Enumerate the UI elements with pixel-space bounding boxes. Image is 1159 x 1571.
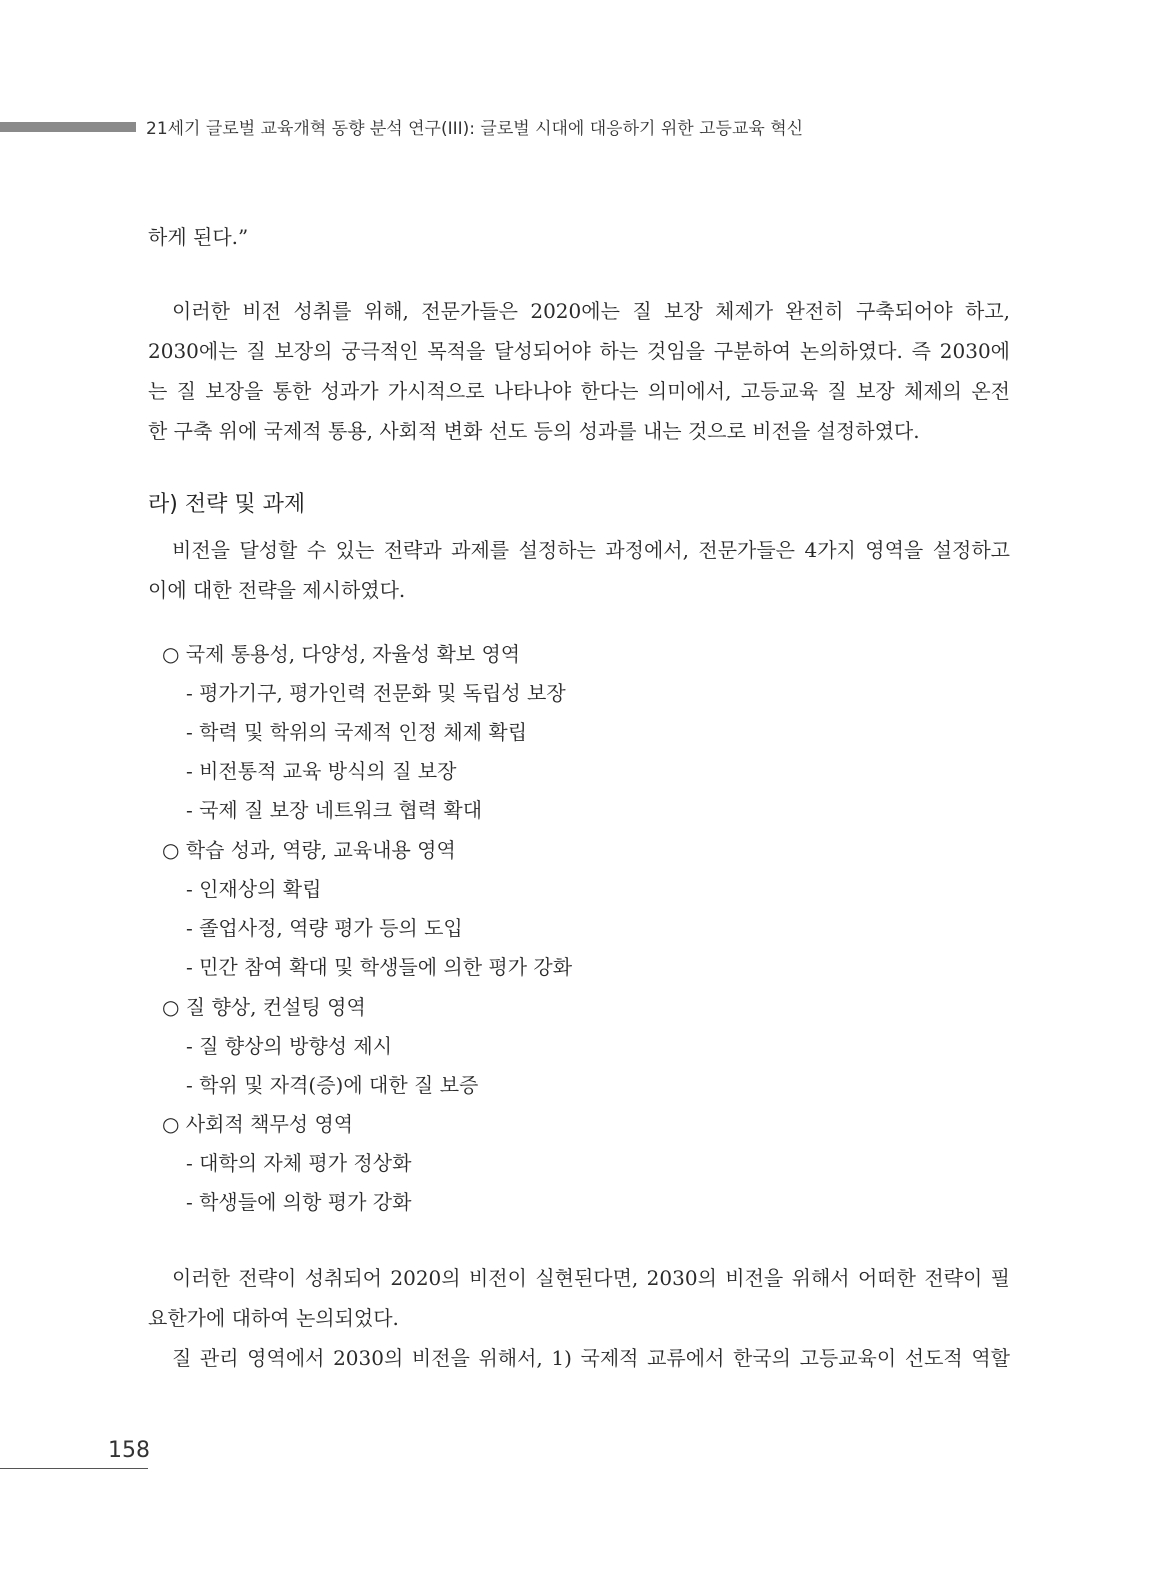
list-subitem: - 민간 참여 확대 및 학생들에 의한 평가 강화 — [186, 955, 573, 979]
list-subitem: - 대학의 자체 평가 정상화 — [186, 1151, 412, 1175]
list-subitem: - 학생들에 의항 평가 강화 — [186, 1190, 412, 1214]
paragraph-line: 2030에는 질 보장의 궁극적인 목적을 달성되어야 하는 것임을 구분하여 논의하였다. 즉 2030에 — [148, 339, 1010, 363]
paragraph-line: 질 관리 영역에서 2030의 비전을 위해서, 1) 국제적 교류에서 한국의 고등교육이 선도적 역할 — [172, 1346, 1010, 1370]
list-subitem: - 평가기구, 평가인력 전문화 및 독립성 보장 — [186, 681, 566, 705]
list-category: ○ 사회적 책무성 영역 — [162, 1112, 354, 1136]
footer-rule — [0, 1468, 148, 1469]
header-bar — [0, 122, 136, 132]
list-subitem: - 학위 및 자격(증)에 대한 질 보증 — [186, 1073, 479, 1097]
list-subitem: - 국제 질 보장 네트워크 협력 확대 — [186, 798, 483, 822]
list-subitem: - 졸업사정, 역량 평가 등의 도입 — [186, 916, 463, 940]
list-category: ○ 질 향상, 컨설팅 영역 — [162, 995, 366, 1019]
list-subitem: - 인재상의 확립 — [186, 877, 322, 901]
paragraph-line: 는 질 보장을 통한 성과가 가시적으로 나타나야 한다는 의미에서, 고등교육 질 보장 체제의 온전 — [148, 379, 1010, 403]
running-header-title: 21세기 글로벌 교육개혁 동향 분석 연구(III): 글로벌 시대에 대응하기 위한 고등교육 혁신 — [146, 119, 804, 139]
list-subitem: - 질 향상의 방향성 제시 — [186, 1034, 393, 1058]
page-number: 158 — [108, 1438, 150, 1463]
paragraph-line: 이에 대한 전략을 제시하였다. — [148, 578, 406, 602]
paragraph-line: 비전을 달성할 수 있는 전략과 과제를 설정하는 과정에서, 전문가들은 4가지 영역을 설정하고 — [172, 538, 1010, 562]
list-category: ○ 국제 통용성, 다양성, 자율성 확보 영역 — [162, 642, 521, 666]
list-subitem: - 학력 및 학위의 국제적 인정 체제 확립 — [186, 720, 528, 744]
paragraph-line: 하게 된다.” — [148, 225, 249, 249]
paragraph-line: 요한가에 대하여 논의되었다. — [148, 1306, 399, 1330]
section-heading: 라) 전략 및 과제 — [148, 492, 306, 517]
paragraph-line: 한 구축 위에 국제적 통용, 사회적 변화 선도 등의 성과를 내는 것으로 비전을 설정하였다. — [148, 419, 920, 443]
paragraph-line: 이러한 전략이 성취되어 2020의 비전이 실현된다면, 2030의 비전을 위해서 어떠한 전략이 필 — [172, 1266, 1010, 1290]
list-category: ○ 학습 성과, 역량, 교육내용 영역 — [162, 838, 456, 862]
list-subitem: - 비전통적 교육 방식의 질 보장 — [186, 759, 457, 783]
paragraph-line: 이러한 비전 성취를 위해, 전문가들은 2020에는 질 보장 체제가 완전히 구축되어야 하고, — [172, 299, 1010, 323]
